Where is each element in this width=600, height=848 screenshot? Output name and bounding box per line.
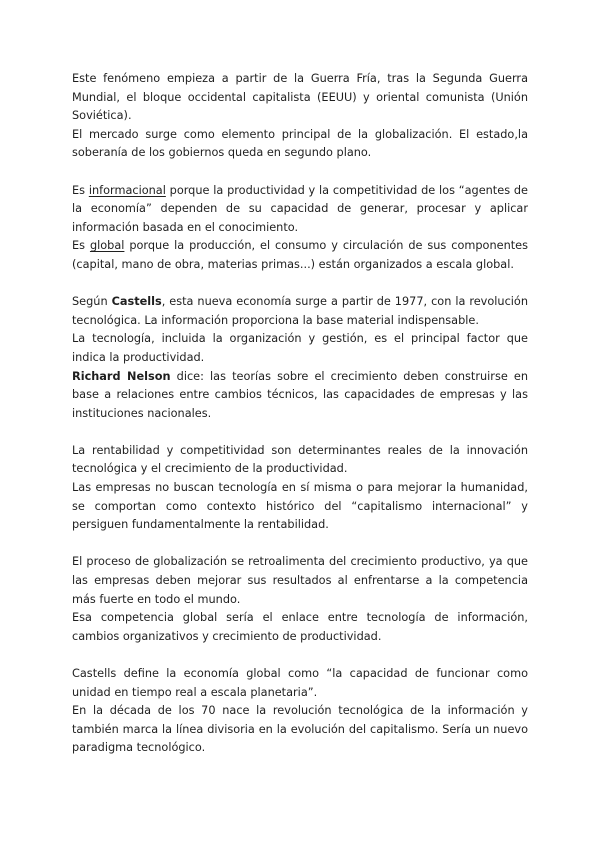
sentence-text: porque la productividad y la competitividad de los “agentes de la economía” dependen de su capacidad de generar, procesar y aplicar información basada en el conocimiento. [72,183,528,234]
sentence-text: En la década de los 70 nace la revolución tecnológica de la información y también marca la línea divisoria en la evolución del capitalismo. Sería un nuevo paradigma tecnológico. [72,704,528,755]
sentence-text: Castells define la economía global como “la capacidad de funcionar como unidad en tiempo real a escala planetaria”. [72,667,528,699]
underlined-term: informacional [88,183,166,197]
sentence-text: Esa competencia global sería el enlace entre tecnología de información, cambios organizativos y crecimiento de productividad. [72,611,528,643]
paragraph-castells-nelson [72,293,528,423]
text-line [72,368,528,424]
text-line [72,553,528,609]
text-line [72,237,528,274]
text-line [72,182,528,238]
sentence-text: El proceso de globalización se retroalimenta del crecimiento productivo, ya que las empresas deben mejorar sus resultados al enfrentarse a la competencia más fuerte en todo el mundo. [72,555,528,606]
text-line [72,609,528,646]
sentence-text: porque la producción, el consumo y circulación de sus componentes (capital, mano de obra, materias primas...) están organizados a escala global. [72,239,528,271]
bold-name: Castells [111,295,162,309]
text-line [72,293,528,330]
document-body [72,70,528,777]
sentence-prefix: Es [72,239,90,253]
sentence-text: Este fenómeno empieza a partir de la Guerra Fría, tras la Segunda Guerra Mundial, el bloque occidental capitalista (EEUU) y oriental comunista (Unión Soviética). [72,72,528,123]
underlined-term: global [89,239,125,253]
text-line [72,126,528,163]
sentence-prefix: Según [72,295,112,309]
paragraph-informacional-global [72,182,528,275]
sentence-text: La rentabilidad y competitividad son determinantes reales de la innovación tecnológica y el crecimiento de la productividad. [72,443,528,476]
paragraph-globalizacion [72,553,528,646]
bold-name: Richard Nelson [72,369,171,383]
paragraph-guerra-fria [72,70,528,163]
text-line [72,702,528,758]
text-line [72,665,528,702]
sentence-prefix: Es [72,183,89,197]
sentence-text: Las empresas no buscan tecnología en sí misma o para mejorar la humanidad, se comportan como contexto histórico del “capitalismo internacional” y persiguen fundamentalmente la rentabilidad. [72,481,528,532]
paragraph-rentabilidad [72,442,528,535]
paragraph-economia-global [72,665,528,758]
sentence-text: , esta nueva economía surge a partir de 1977, con la revolución tecnológica. La información proporciona la base material indispensable. [72,295,528,327]
sentence-text: El mercado surge como elemento principal de la globalización. El estado,la soberanía de los gobiernos queda en segundo plano. [72,127,528,160]
sentence-text: La tecnología, incluida la organización y gestión, es el principal factor que indica la productividad. [72,332,528,364]
text-line [72,330,528,367]
text-line [72,70,528,126]
text-line [72,442,528,479]
sentence-text: dice: las teorías sobre el crecimiento deben construirse en base a relaciones entre cambios técnicos, las capacidades de empresas y las instituciones nacionales. [72,369,528,420]
text-line [72,479,528,535]
